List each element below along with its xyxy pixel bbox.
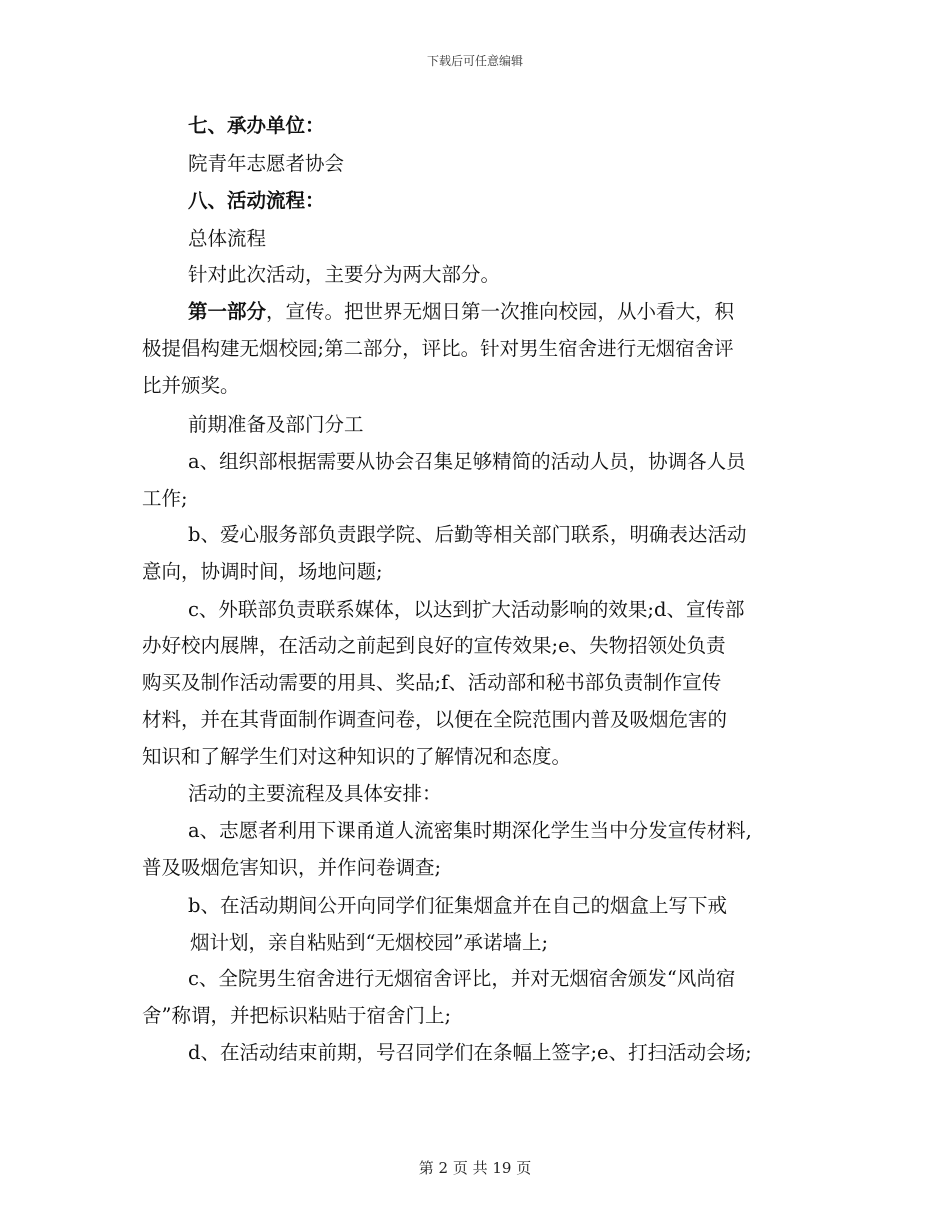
line-text: c、外联部负责联系媒体，以达到扩大活动影响的效果;d、宣传部 — [188, 598, 745, 621]
paragraph-line — [188, 226, 828, 252]
paragraph-line — [142, 670, 822, 696]
line-text: 院青年志愿者协会 — [188, 152, 345, 175]
page-header: 下载后可任意编辑 — [426, 54, 523, 68]
line-text: b、在活动期间公开向同学们征集烟盒并在自己的烟盒上写下戒 — [188, 894, 727, 917]
paragraph-line — [188, 522, 828, 548]
line-text: 材料，并在其背面制作调查问卷，以便在全院范围内普及吸烟危害的 — [142, 708, 728, 731]
line-text: 知识和了解学生们对这种知识的了解情况和态度。 — [142, 745, 572, 768]
line-text: 舍”称谓，并把标识粘贴于宿舍门上; — [142, 1004, 452, 1027]
heading-text: 七、承办单位： — [188, 114, 325, 137]
line-text: c、全院男生宿舍进行无烟宿舍评比，并对无烟宿舍颁发“风尚宿 — [188, 967, 736, 990]
paragraph-line — [188, 299, 828, 325]
line-text: 意向，协调时间，场地问题; — [142, 560, 383, 583]
paragraph-line — [188, 818, 828, 844]
line-text: 烟计划，亲自粘贴到“无烟校园”承诺墙上; — [190, 931, 549, 954]
line-text: a、组织部根据需要从协会召集足够精简的活动人员，协调各人员 — [188, 450, 746, 473]
paragraph-line — [188, 893, 828, 919]
bold-lead: 第一部分 — [188, 300, 267, 323]
line-text: ，宣传。把世界无烟日第一次推向校园，从小看大，积 — [266, 300, 735, 323]
line-text: 工作; — [142, 487, 188, 510]
paragraph-line — [142, 855, 822, 881]
paragraph-line — [188, 151, 828, 177]
paragraph-line — [190, 930, 870, 956]
paragraph-line — [142, 336, 822, 362]
line-text: a、志愿者利用下课甬道人流密集时期深化学生当中分发宣传材料, — [188, 819, 752, 842]
line-text: d、在活动结束前期，号召同学们在条幅上签字;e、打扫活动会场; — [188, 1041, 752, 1064]
line-text: 总体流程 — [188, 227, 267, 250]
line-text: 办好校内展牌，在活动之前起到良好的宣传效果;e、失物招领处负责 — [142, 634, 726, 657]
paragraph-line — [142, 373, 822, 399]
line-text: 普及吸烟危害知识，并作问卷调查; — [142, 856, 442, 879]
page-footer: 第 2 页 共 19 页 — [418, 1159, 532, 1177]
line-text: 针对此次活动，主要分为两大部分。 — [188, 263, 501, 286]
paragraph-line — [142, 486, 822, 512]
paragraph-line — [142, 744, 822, 770]
paragraph-line — [188, 262, 828, 288]
line-text: 前期准备及部门分工 — [188, 413, 364, 436]
paragraph-line — [142, 1003, 822, 1029]
paragraph-line — [188, 966, 828, 992]
line-text: 比并颁奖。 — [142, 374, 240, 397]
line-text: 活动的主要流程及具体安排： — [188, 782, 442, 805]
paragraph-line — [188, 597, 828, 623]
paragraph-line — [142, 633, 822, 659]
heading-text: 八、活动流程： — [188, 189, 325, 212]
section-heading-7 — [188, 113, 828, 139]
paragraph-line — [188, 1040, 828, 1066]
line-text: 极提倡构建无烟校园;第二部分，评比。针对男生宿舍进行无烟宿舍评 — [142, 337, 734, 360]
line-text: b、爱心服务部负责跟学院、后勤等相关部门联系，明确表达活动 — [188, 523, 747, 546]
paragraph-line — [142, 707, 822, 733]
section-heading-8 — [188, 188, 828, 214]
line-text: 购买及制作活动需要的用具、奖品;f、活动部和秘书部负责制作宣传 — [142, 671, 722, 694]
paragraph-line — [188, 781, 828, 807]
paragraph-line — [188, 412, 828, 438]
paragraph-line — [188, 449, 828, 475]
paragraph-line — [142, 559, 822, 585]
